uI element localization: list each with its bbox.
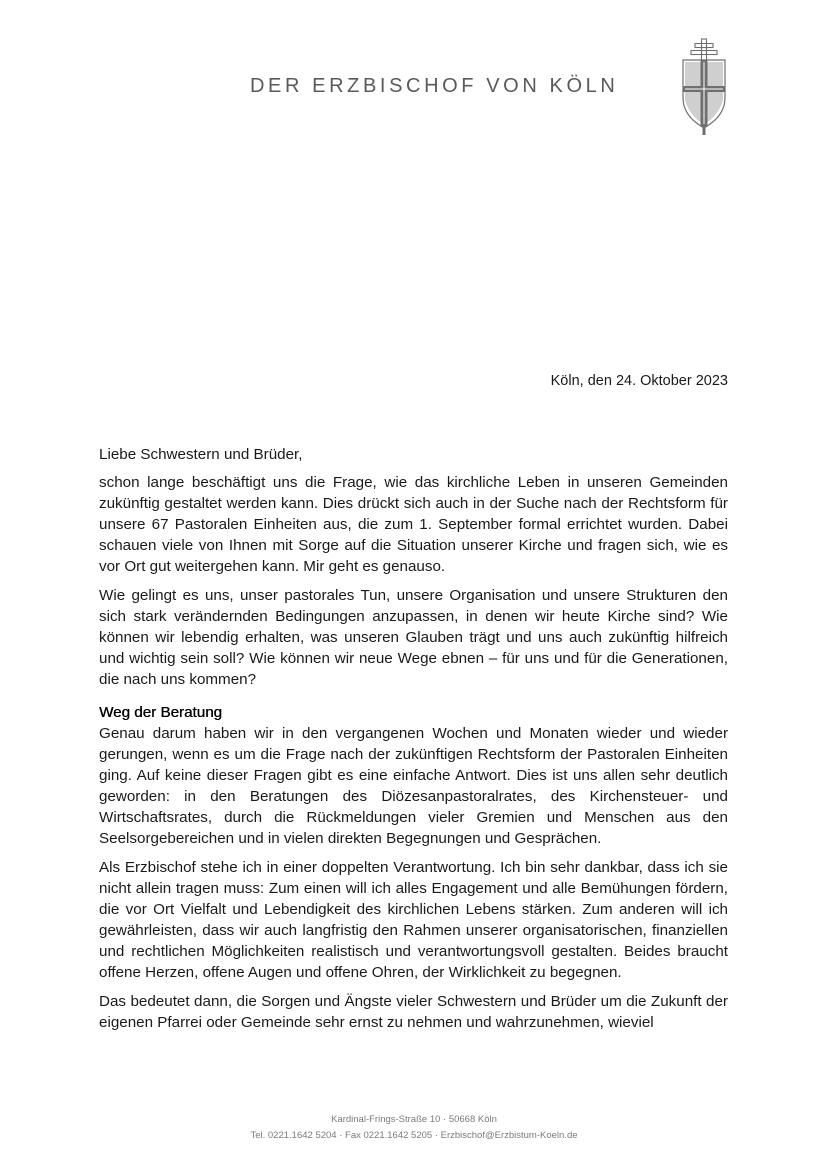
paragraph-intro: schon lange beschäftigt uns die Frage, wie das kirchliche Leben in unseren Gemeinden zukünftig gestaltet werden kann. Dies drückt sich auch in der Suche nach der Rechtsform für unsere 67 Pastoralen Einheiten aus, die zum 1. September formal errichtet wurden. Dabei schauen viele von Ihnen mit Sorge auf die Situation unserer Kirche und fragen sich, wie es vor Ort gut weitergehen kann. Mir geht es genauso. [99, 474, 728, 575]
letter-body [99, 444, 728, 1041]
paragraph-deliberation: Genau darum haben wir in den vergangenen Wochen und Monaten wieder und wieder gerungen, wenn es um die Frage nach der zukünftigen Rechtsform der Pastoralen Einheiten ging. Auf keine dieser Fragen gibt es eine einfache Antwort. Dies ist uns allen sehr deutlich geworden: in den Beratungen des Diözesanpastoralrates, des Kirchensteuer- und Wirtschaftsrates, durch die Rückmeldungen vieler Gremien und Menschen aus den Seelsorgebereichen und in vielen direkten Begegnungen und Gesprächen. [99, 725, 728, 847]
letterhead-title: DER ERZBISCHOF VON KÖLN [250, 75, 619, 97]
section-heading: Weg der Beratung [99, 704, 222, 721]
footer [0, 1112, 826, 1144]
footer-address: Kardinal-Frings-Straße 10 · 50668 Köln [331, 1114, 497, 1125]
salutation: Liebe Schwestern und Brüder, [99, 446, 303, 463]
date-line: Köln, den 24. Oktober 2023 [550, 373, 728, 389]
paragraph-questions: Wie gelingt es uns, unser pastorales Tun, unsere Organisation und unsere Strukturen den sich stark verändernden Bedingungen anzupassen, in denen wir heute Kirche sind? Wie können wir lebendig erhalten, was unseren Glauben trägt und uns auch zukünftig hilfreich und wichtig sein soll? Wie können wir neue Wege ebnen – für uns und für die Generationen, die nach uns kommen? [99, 587, 728, 688]
coat-of-arms-icon [680, 38, 728, 136]
footer-contact: Tel. 0221.1642 5204 · Fax 0221.1642 5205 · Erzbischof@Erzbistum-Koeln.de [250, 1130, 578, 1141]
paragraph-responsibility: Als Erzbischof stehe ich in einer doppelten Verantwortung. Ich bin sehr dankbar, dass ich sie nicht allein tragen muss: Zum einen will ich alles Engagement und alle Bemühungen fördern, die vor Ort Vielfalt und Lebendigkeit des kirchlichen Lebens stärken. Zum anderen will ich gewährleisten, dass wir auch langfristig den Rahmen unserer organisatorischen, finanziellen und rechtlichen Möglichkeiten realistisch und verantwortungsvoll gestalten. Beides braucht offene Herzen, offene Augen und offene Ohren, der Wirklichkeit zu begegnen. [99, 859, 728, 981]
paragraph-meaning: Das bedeutet dann, die Sorgen und Ängste vieler Schwestern und Brüder um die Zukunft der eigenen Pfarrei oder Gemeinde sehr ernst zu nehmen und wahrzunehmen, wieviel [99, 993, 728, 1031]
